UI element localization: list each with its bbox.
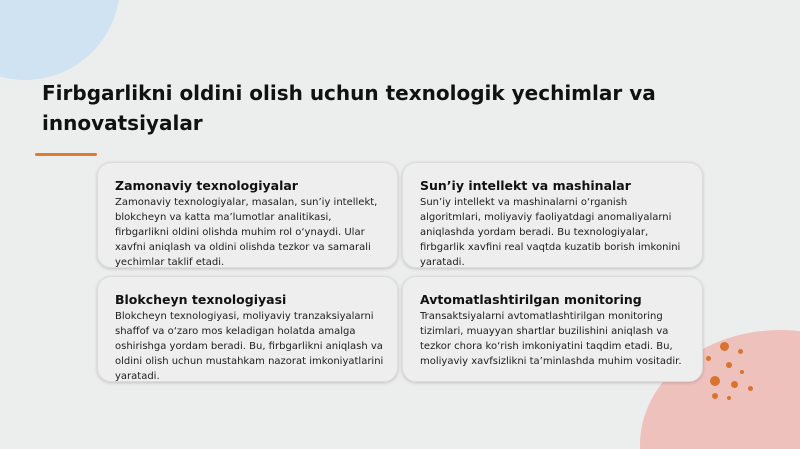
decorative-dot (720, 342, 729, 351)
card-ai-and-machines (402, 162, 703, 268)
slide-title: Firbgarlikni oldini olish uchun texnologik yechimlar va innovatsiyalar (42, 81, 656, 135)
card-modern-technologies (97, 162, 398, 268)
card-title: Avtomatlashtirilgan monitoring (420, 292, 642, 307)
card-title: Blokcheyn texnologiyasi (115, 292, 287, 307)
card-text: Transaktsiyalarni avtomatlashtirilgan monitoring tizimlari, muayyan shartlar buzilishini aniqlash va tezkor chora ko‘rish imkoniyatini taqdim etadi. Bu, moliyaviy xavfsizlikni ta’minlashda muhim vositadir. (420, 311, 682, 367)
decorative-dot (726, 362, 732, 368)
decorative-dot (712, 393, 718, 399)
title-underline (35, 153, 97, 156)
card-text: Zamonaviy texnologiyalar, masalan, sun’iy intellekt, blokcheyn va katta ma’lumotlar analitikasi, firbgarlikni oldini olishda muhim rol o‘ynaydi. Ular xavfni aniqlash va oldini olishda tezkor va samarali yechimlar taklif etadi. (115, 197, 378, 268)
card-automated-monitoring (402, 276, 703, 382)
card-blockchain (97, 276, 398, 382)
decorative-dot (706, 356, 711, 361)
card-title: Sun’iy intellekt va mashinalar (420, 178, 631, 193)
decorative-blob-blue (0, 0, 120, 80)
card-text: Blokcheyn texnologiyasi, moliyaviy tranzaksiyalarni shaffof va o‘zaro mos keladigan holatda amalga oshirishga yordam beradi. Bu, firbgarlikni aniqlash va oldini olish uchun mustahkam nazorat imkoniyatlarini yaratadi. (115, 311, 384, 382)
card-text: Sun’iy intellekt va mashinalarni o‘rganish algoritmlari, moliyaviy faoliyatdagi anomaliyalarni aniqlashda yordam beradi. Bu texnologiyalar, firbgarlik xavfini real vaqtda kuzatib borish imkonini yaratadi. (420, 197, 681, 268)
decorative-dot (748, 386, 753, 391)
decorative-dot (740, 370, 744, 374)
decorative-dot (727, 396, 731, 400)
card-title: Zamonaviy texnologiyalar (115, 178, 298, 193)
decorative-dot (738, 349, 743, 354)
decorative-dot (710, 376, 720, 386)
decorative-dot (731, 381, 738, 388)
